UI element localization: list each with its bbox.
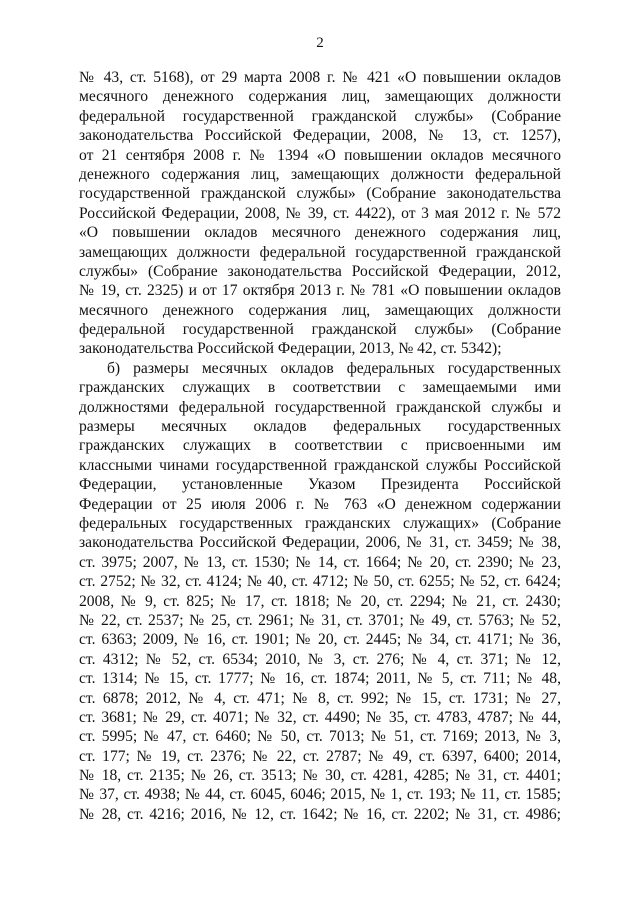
text-line: месячного денежного содержания лиц, замещающих должности [79,88,561,106]
text-line: Федерации от 25 июля 2006 г. № 763 «О денежном содержании [79,495,561,513]
text-line: ст. 5995; № 47, ст. 6460; № 50, ст. 7013; № 51, ст. 7169; 2013, № 3, [79,728,561,746]
text-line: от 21 сентября 2008 г. № 1394 «О повышении окладов месячного [79,146,561,164]
text-line: классными чинами государственной гражданской службы Российской [79,456,561,474]
text-line: № 22, ст. 2537; № 25, ст. 2961; № 31, ст. 3701; № 49, ст. 5763; № 52, [79,611,561,629]
text-line: федеральных государственных гражданских служащих» (Собрание [79,514,561,532]
text-line: ст. 6363; 2009, № 16, ст. 1901; № 20, ст. 2445; № 34, ст. 4171; № 36, [79,631,561,649]
text-line: ст. 4312; № 52, ст. 6534; 2010, № 3, ст. 276; № 4, ст. 371; № 12, [79,650,561,668]
text-line: № 37, ст. 4938; № 44, ст. 6045, 6046; 2015, № 1, ст. 193; № 11, ст. 1585; [79,786,561,804]
text-line: федеральной государственной гражданской службы» (Собрание [79,321,561,339]
paragraph-2 [79,359,561,824]
text-line: службы» (Собрание законодательства Российской Федерации, 2012, [79,262,561,280]
text-line: 2008, № 9, ст. 825; № 17, ст. 1818; № 20, ст. 2294; № 21, ст. 2430; [79,592,561,610]
text-line: денежного содержания лиц, замещающих должности федеральной [79,165,561,183]
text-line: месячного денежного содержания лиц, замещающих должности [79,301,561,319]
text-line: законодательства Российской Федерации, 2008, № 13, ст. 1257), [79,127,561,145]
text-line: Федерации, установленные Указом Президента Российской [79,476,561,494]
text-line: № 28, ст. 4216; 2016, № 12, ст. 1642; № 16, ст. 2202; № 31, ст. 4986; [79,805,561,823]
document-body [79,68,561,824]
text-line: законодательства Российской Федерации, 2006, № 31, ст. 3459; № 38, [79,534,561,552]
text-line: должностями федеральной государственной гражданской службы и [79,398,561,416]
text-line: Российской Федерации, 2008, № 39, ст. 4422), от 3 мая 2012 г. № 572 [79,204,561,222]
text-line: № 18, ст. 2135; № 26, ст. 3513; № 30, ст. 4281, 4285; № 31, ст. 4401; [79,767,561,785]
text-line: ст. 3681; № 29, ст. 4071; № 32, ст. 4490; № 35, ст. 4783, 4787; № 44, [79,708,561,726]
text-line: ст. 2752; № 32, ст. 4124; № 40, ст. 4712; № 50, ст. 6255; № 52, ст. 6424; [79,573,561,591]
text-line: государственной гражданской службы» (Собрание законодательства [79,185,561,203]
text-line: федеральной государственной гражданской службы» (Собрание [79,107,561,125]
text-line: законодательства Российской Федерации, 2013, № 42, ст. 5342); [79,340,502,358]
text-line: «О повышении окладов месячного денежного содержания лиц, [79,224,561,242]
text-line: ст. 3975; 2007, № 13, ст. 1530; № 14, ст. 1664; № 20, ст. 2390; № 23, [79,553,561,571]
text-line: № 19, ст. 2325) и от 17 октября 2013 г. № 781 «О повышении окладов [79,282,561,300]
text-line: размеры месячных окладов федеральных государственных [79,418,561,436]
text-line: № 43, ст. 5168), от 29 марта 2008 г. № 421 «О повышении окладов [79,69,561,86]
text-line: гражданских служащих в соответствии с замещаемыми ими [79,379,561,397]
page-number: 2 [316,35,324,51]
text-line: ст. 177; № 19, ст. 2376; № 22, ст. 2787; № 49, ст. 6397, 6400; 2014, [79,747,561,765]
text-line: ст. 1314; № 15, ст. 1777; № 16, ст. 1874; 2011, № 5, ст. 711; № 48, [79,670,561,688]
text-line: гражданских служащих в соответствии с присвоенными им [79,437,561,455]
paragraph-1 [79,68,561,359]
text-line: замещающих должности федеральной государственной гражданской [79,243,561,261]
text-line: ст. 6878; 2012, № 4, ст. 471; № 8, ст. 992; № 15, ст. 1731; № 27, [79,689,561,707]
text-line: б) размеры месячных окладов федеральных государственных [107,359,561,377]
